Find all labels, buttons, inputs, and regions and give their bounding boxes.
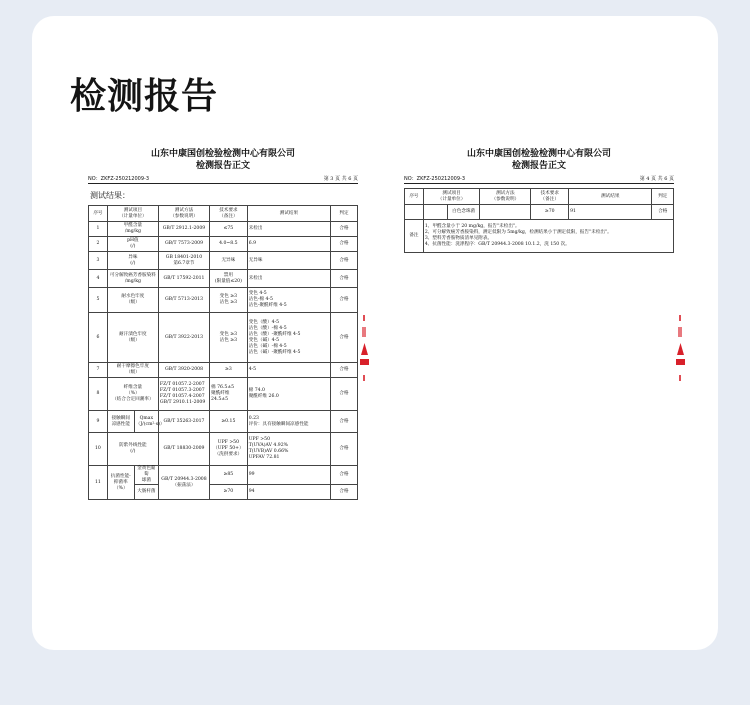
row-req: 变色 ≥3 沾色 ≥3 — [210, 288, 248, 313]
row-req: ≤75 — [210, 222, 248, 237]
row-req: ≥70 — [531, 205, 569, 220]
row-item-group — [423, 205, 447, 220]
row-result: 未检出 — [247, 222, 330, 237]
notes-content — [423, 220, 673, 253]
row-result: 94 — [247, 485, 330, 500]
row-req: ≥70 — [210, 485, 248, 500]
row-req: ≥85 — [210, 466, 248, 485]
row-method: GB/T 20944.3-2008 （振荡法） — [158, 466, 209, 500]
row-item: pH值 (/) — [107, 237, 158, 252]
row-no: 11 — [89, 466, 108, 500]
table-row — [89, 222, 358, 237]
results-table — [88, 205, 358, 500]
report-number: NO：ZKFZ-250212009-3 — [88, 176, 150, 182]
table-row — [89, 313, 358, 363]
table-row — [89, 433, 358, 466]
table-row — [89, 288, 358, 313]
row-result: 变色 4-5 沾色-棉 4-5 沾色-聚酰纤维 4-5 — [247, 288, 330, 313]
note-line: 4、抗菌性能：洗涤程序：GB/T 20944.3-2008 10.1.2，洗 150 次。 — [424, 242, 570, 247]
row-no: 4 — [89, 270, 108, 288]
row-no: 9 — [89, 411, 108, 433]
row-method: GB/T 2912.1-2009 — [158, 222, 209, 237]
report-company: 山东中康国创检验检测中心有限公司 — [150, 149, 295, 159]
header-cell: 测试项目 （计量单位） — [107, 206, 158, 222]
row-verdict: 合格 — [331, 252, 358, 270]
row-verdict: 合格 — [331, 288, 358, 313]
header-cell: 判定 — [331, 206, 358, 222]
row-verdict: 合格 — [331, 433, 358, 466]
row-no — [405, 205, 424, 220]
row-item-group: 抗菌性能- 抑菌率 （%） — [107, 466, 134, 500]
table-row — [89, 378, 358, 411]
row-item-sub: 大肠杆菌 — [134, 485, 158, 500]
row-verdict: 合格 — [331, 363, 358, 378]
row-method: GB 18401-2010 第6.7章节 — [158, 252, 209, 270]
row-item: 甲醛含量 /mg/kg — [107, 222, 158, 237]
note-line: 3、塑料芳香胺物质清单见附表。 — [424, 236, 493, 241]
row-method: GB/T 3922-2013 — [158, 313, 209, 363]
page-title: 检测报告 — [70, 76, 219, 117]
row-no: 2 — [89, 237, 108, 252]
header-cell: 技术要求 （备注） — [210, 206, 248, 222]
row-verdict: 合格 — [331, 466, 358, 485]
row-result: 无异味 — [247, 252, 330, 270]
row-item-group: 接触瞬间 凉感性能 — [107, 411, 134, 433]
row-no: 10 — [89, 433, 108, 466]
row-method: GB/T 17592-2011 — [158, 270, 209, 288]
header-cell: 序号 — [89, 206, 108, 222]
header-cell: 判定 — [652, 189, 674, 205]
row-no: 1 — [89, 222, 108, 237]
notes-label: 备注 — [405, 220, 424, 253]
report-meta — [88, 175, 358, 184]
row-result: 0.23 评价：具有接触瞬间凉感性能 — [247, 411, 330, 433]
row-result: 变色（酸）4-5 沾色（酸）-棉 4-5 沾色（酸）-聚酰纤维 4-5 变色（碱）4-5 沾色（碱）-棉 4-5 沾色（碱）-聚酰纤维 4-5 — [247, 313, 330, 363]
row-verdict: 合格 — [331, 270, 358, 288]
row-verdict: 合格 — [331, 411, 358, 433]
row-req: 禁用 (限量值≤20) — [210, 270, 248, 288]
table-row — [89, 363, 358, 378]
row-item-sub: 金黄色葡萄 球菌 — [134, 466, 158, 485]
table-row — [89, 270, 358, 288]
row-result: 4-5 — [247, 363, 330, 378]
header-cell: 序号 — [405, 189, 424, 205]
row-req: 无异味 — [210, 252, 248, 270]
row-req: 棉 76.5±5 聚酰纤维 24.5±5 — [210, 378, 248, 411]
row-req: UPF >50 （UPF 50+） （洗供要求） — [210, 433, 248, 466]
row-method: GB/T 7573-2009 — [158, 237, 209, 252]
notes-row — [405, 220, 674, 253]
row-req: 变色 ≥3 沾色 ≥3 — [210, 313, 248, 363]
row-req: 4.0~8.5 — [210, 237, 248, 252]
header-cell: 测试项目 （计量单位） — [423, 189, 479, 205]
row-item: 耐水色牢度 （级） — [107, 288, 158, 313]
header-cell: 测试方法 （参数说明） — [158, 206, 209, 222]
row-method: GB/T 35263-2017 — [158, 411, 209, 433]
table-row — [89, 237, 358, 252]
header-cell: 测试结果 — [569, 189, 652, 205]
table-header-row — [405, 189, 674, 205]
row-item: 纤维含量 （%） （结合合定回潮率） — [107, 378, 158, 411]
row-verdict: 合格 — [331, 313, 358, 363]
table-row — [405, 205, 674, 220]
table-row — [89, 466, 358, 485]
report-number: NO：ZKFZ-250212009-3 — [404, 176, 466, 182]
row-item: 异味 (/) — [107, 252, 158, 270]
report-subtitle: 检测报告正文 — [195, 161, 250, 171]
note-line: 2、可分解致癌芳香胺染料，测定低限为 5mg/kg，检测结果小于测定低限，报告"未检出"。 — [424, 230, 612, 235]
table-row — [89, 411, 358, 433]
table-header-row — [89, 206, 358, 222]
row-item: 耐汗渍色牢度 （级） — [107, 313, 158, 363]
report-subtitle: 检测报告正文 — [511, 161, 566, 171]
page-info: 第 4 页 共 6 页 — [639, 176, 674, 182]
row-item-sub: Qmax （J/(cm²·s)） — [134, 411, 158, 433]
report-meta — [404, 175, 674, 184]
row-result: 棉 74.0 聚酰纤维 26.0 — [247, 378, 330, 411]
row-verdict: 合格 — [331, 222, 358, 237]
row-method: FZ/T 01057.2-2007 FZ/T 01057.3-2007 FZ/T 01057.4-2007 GB/T 2910.11-2009 — [158, 378, 209, 411]
page-info: 第 3 页 共 6 页 — [323, 176, 358, 182]
row-item: 可分解致癌芳香胺染料 /mg/kg — [107, 270, 158, 288]
report-page-3 — [88, 148, 358, 500]
seal-stamp — [676, 315, 686, 395]
row-item: 耐干摩擦色牢度 （级） — [107, 363, 158, 378]
result-title: 测试结果： — [90, 191, 130, 200]
row-item: 防紫外线性能 (/) — [107, 433, 158, 466]
report-company: 山东中康国创检验检测中心有限公司 — [466, 149, 611, 159]
row-result: 99 — [247, 466, 330, 485]
row-no: 3 — [89, 252, 108, 270]
header-cell: 技术要求 （备注） — [531, 189, 569, 205]
row-result: 91 — [569, 205, 652, 220]
row-verdict: 合格 — [331, 237, 358, 252]
row-verdict: 合格 — [331, 485, 358, 500]
row-method — [480, 205, 531, 220]
row-method: GB/T 18830-2009 — [158, 433, 209, 466]
row-no: 7 — [89, 363, 108, 378]
row-result: UPF >50 T(UVA)AV 4.92% T(UVB)AV 0.66% UPFAV 72.81 — [247, 433, 330, 466]
row-req: ≥3 — [210, 363, 248, 378]
header-cell: 测试结果 — [247, 206, 330, 222]
results-table — [404, 188, 674, 253]
table-row — [89, 252, 358, 270]
row-result: 未检出 — [247, 270, 330, 288]
seal-stamp — [360, 315, 370, 395]
row-method: GB/T 5713-2013 — [158, 288, 209, 313]
header-cell: 测试方法 （参数说明） — [480, 189, 531, 205]
row-item-sub: 白色念珠菌 — [448, 205, 480, 220]
note-line: 1、甲醛含量小于 20 mg/kg，报告"未检出"。 — [424, 224, 520, 229]
row-req: ≥0.15 — [210, 411, 248, 433]
report-page-4 — [404, 148, 674, 253]
row-no: 5 — [89, 288, 108, 313]
row-verdict: 合格 — [331, 378, 358, 411]
row-no: 8 — [89, 378, 108, 411]
row-verdict: 合格 — [652, 205, 674, 220]
row-no: 6 — [89, 313, 108, 363]
row-method: GB/T 3920-2008 — [158, 363, 209, 378]
row-result: 6.9 — [247, 237, 330, 252]
